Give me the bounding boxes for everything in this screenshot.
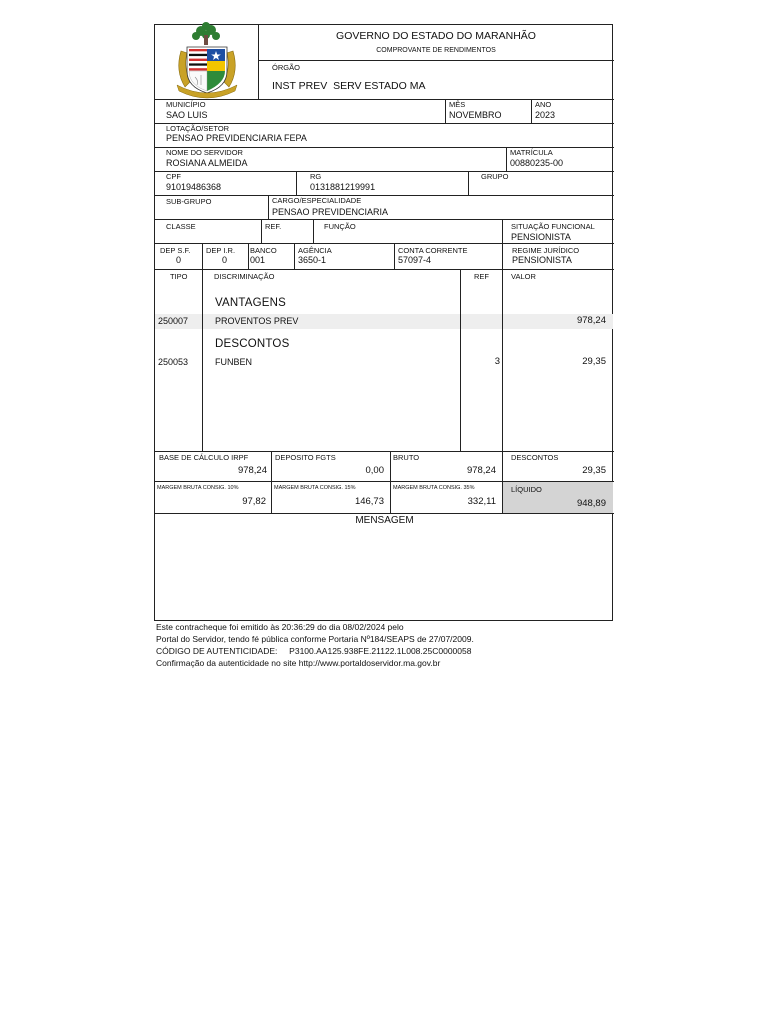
agencia-label: AGÊNCIA	[298, 246, 332, 255]
fgts-label: DEPOSITO FGTS	[275, 453, 336, 462]
lotacao-label: LOTAÇÃO/SETOR	[166, 124, 230, 133]
document-subtitle: COMPROVANTE DE RENDIMENTOS	[376, 47, 496, 54]
situacao-funcional-label: SITUAÇÃO FUNCIONAL	[511, 222, 595, 231]
document-title: GOVERNO DO ESTADO DO MARANHÃO	[336, 30, 536, 42]
vantagens-section-title: VANTAGENS	[215, 297, 287, 309]
rg-label: RG	[310, 172, 322, 181]
base-irpf-label: BASE DE CÁLCULO IRPF	[159, 453, 249, 462]
ano-value: 2023	[535, 110, 556, 120]
conta-corrente-value: 57097-4	[398, 255, 432, 265]
vantagem-tipo: 250007	[158, 316, 189, 326]
classe-label: CLASSE	[166, 222, 196, 231]
situacao-funcional-value: PENSIONISTA	[511, 232, 571, 242]
margem-35-value: 332,11	[467, 496, 496, 507]
descontos-total-label: DESCONTOS	[511, 453, 559, 462]
funcao-label: FUNÇÃO	[324, 222, 356, 231]
regime-juridico-label: REGIME JURÍDICO	[512, 246, 580, 255]
mensagem-title: MENSAGEM	[355, 515, 414, 526]
municipio-value: SAO LUIS	[166, 110, 208, 120]
payslip-document	[154, 24, 613, 621]
footer-verification-line: Confirmação da autenticidade no site http://www.portaldoservidor.ma.gov.br	[156, 658, 441, 668]
desconto-ref: 3	[494, 356, 500, 367]
cargo-value: PENSAO PREVIDENCIARIA	[272, 207, 389, 217]
orgao-value: INST PREV SERV ESTADO MA	[272, 80, 426, 92]
subgrupo-label: SUB-GRUPO	[166, 197, 212, 206]
col-valor-header: VALOR	[511, 272, 536, 281]
margem-10-label: MARGEM BRUTA CONSIG. 10%	[157, 485, 239, 491]
matricula-value: 00880235-00	[510, 158, 564, 168]
footer-auth-code-line: CÓDIGO DE AUTENTICIDADE: P3100.AA125.938FE.21122.1L008.25C0000058	[156, 646, 472, 656]
dep-sf-label: DEP S.F.	[160, 246, 191, 255]
grupo-label: GRUPO	[481, 172, 509, 181]
municipio-label: MUNICÍPIO	[166, 100, 206, 109]
matricula-label: MATRÍCULA	[510, 148, 553, 157]
desconto-tipo: 250053	[158, 357, 189, 367]
nome-servidor-label: NOME DO SERVIDOR	[166, 148, 243, 157]
margem-15-label: MARGEM BRUTA CONSIG. 15%	[274, 485, 356, 491]
nome-servidor-value: ROSIANA ALMEIDA	[166, 158, 248, 168]
cpf-label: CPF	[166, 172, 181, 181]
agencia-value: 3650-1	[298, 255, 327, 265]
descontos-total-value: 29,35	[582, 465, 606, 476]
col-ref-header: REF	[474, 272, 489, 281]
desconto-valor: 29,35	[582, 356, 606, 367]
banco-label: BANCO	[250, 246, 277, 255]
fgts-value: 0,00	[365, 465, 384, 476]
dep-ir-label: DEP I.R.	[206, 246, 236, 255]
bruto-value: 978,24	[466, 465, 496, 476]
banco-value: 001	[250, 255, 266, 265]
dep-ir-value: 0	[222, 255, 228, 265]
descontos-section-title: DESCONTOS	[215, 338, 290, 350]
base-irpf-value: 978,24	[237, 465, 267, 476]
desconto-descricao: FUNBEN	[215, 357, 253, 367]
cargo-label: CARGO/ESPECIALIDADE	[272, 196, 362, 205]
bruto-label: BRUTO	[393, 453, 420, 462]
margem-15-value: 146,73	[354, 496, 384, 507]
col-tipo-header: TIPO	[170, 272, 188, 281]
footer-portaria-line: Portal do Servidor, tendo fé pública conforme Portaria Nº184/SEAPS de 27/07/2009.	[156, 634, 474, 644]
cpf-value: 91019486368	[166, 182, 222, 192]
liquido-value: 948,89	[576, 498, 606, 509]
footer-emission-line: Este contracheque foi emitido às 20:36:29 do dia 08/02/2024 pelo	[156, 622, 404, 632]
margem-10-value: 97,82	[242, 496, 266, 507]
conta-corrente-label: CONTA CORRENTE	[398, 246, 468, 255]
state-coat-of-arms-logo	[171, 21, 243, 99]
lotacao-value: PENSAO PREVIDENCIARIA FEPA	[166, 133, 307, 143]
vantagem-valor: 978,24	[576, 315, 606, 326]
rg-value: 0131881219991	[310, 182, 376, 192]
orgao-label: ÓRGÃO	[272, 63, 300, 72]
liquido-label: LÍQUIDO	[511, 485, 542, 494]
dep-sf-value: 0	[176, 255, 182, 265]
mes-label: MÊS	[449, 100, 466, 109]
ano-label: ANO	[535, 100, 552, 109]
ref-label: REF.	[265, 222, 282, 231]
margem-35-label: MARGEM BRUTA CONSIG. 35%	[393, 485, 475, 491]
col-discriminacao-header: DISCRIMINAÇÃO	[214, 272, 275, 281]
mes-value: NOVEMBRO	[449, 110, 502, 120]
vantagem-descricao: PROVENTOS PREV	[215, 316, 299, 326]
regime-juridico-value: PENSIONISTA	[512, 255, 572, 265]
